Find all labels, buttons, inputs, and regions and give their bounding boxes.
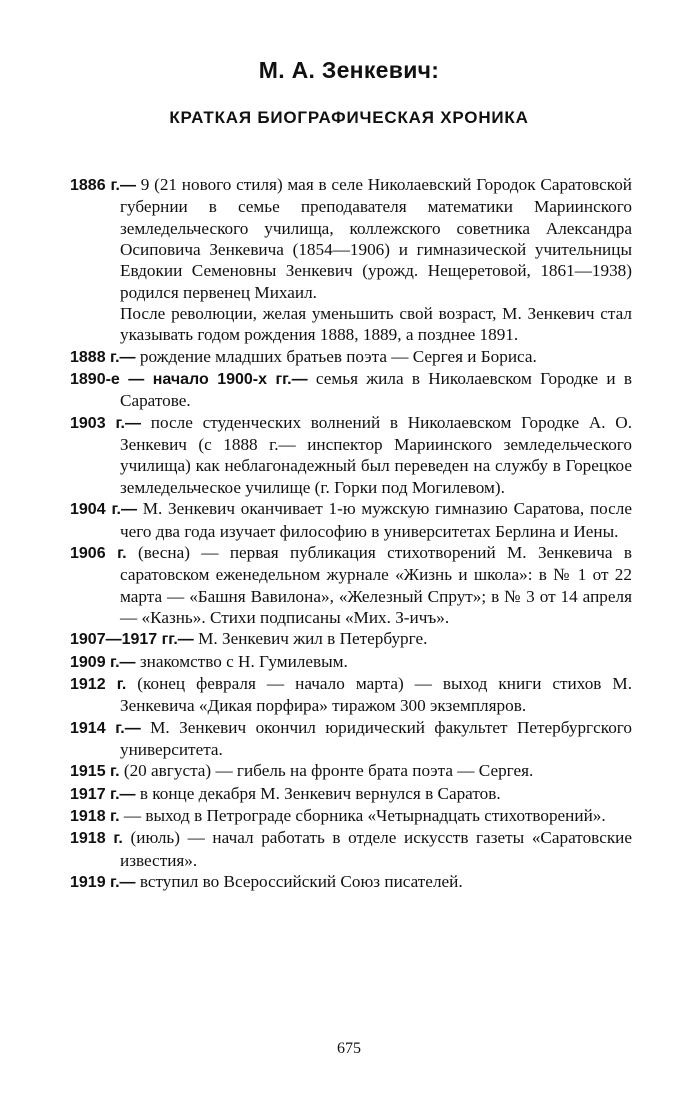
entry-year: 1909 г.— [70, 653, 136, 671]
chronicle-entry [70, 827, 632, 871]
chronicle-entry [70, 174, 632, 303]
entry-text: (июль) — начал работать в отделе искусств газеты «Саратовские известия». [120, 828, 633, 870]
page-subtitle: КРАТКАЯ БИОГРАФИЧЕСКАЯ ХРОНИКА [169, 108, 529, 127]
entry-text: рождение младших братьев поэта — Сергея и Бориса. [135, 346, 537, 366]
entry-year: 1890-е — начало 1900-х гг.— [70, 371, 308, 389]
chronicle-entry [70, 542, 632, 628]
entry-year: 1918 г. [70, 830, 123, 848]
page-number: 675 [337, 1040, 361, 1057]
entry-year: 1919 г.— [70, 874, 136, 891]
entry-year: 1886 г.— [70, 177, 137, 194]
entry-text: М. Зенкевич жил в Петербурге. [193, 629, 428, 649]
entry-year: 1888 г.— [70, 348, 136, 366]
chronicle-entry [70, 346, 632, 368]
entry-year: 1917 г.— [70, 785, 136, 803]
chronicle-entry [70, 783, 632, 805]
entry-text: после студенческих волнений в Николаевском Городке А. О. Зенкевич (с 1888 г.— инспектор Мариинского земледельческого училища) как неблагонадежный был переведен на службу в Горецкое земледельческое училище (г. Горки под Могилевом). [120, 412, 633, 497]
entry-text: вступил во Всероссийский Союз писателей. [135, 872, 463, 891]
entry-text: М. Зенкевич окончил юридический факультет Петербургского университета. [120, 717, 633, 759]
entry-text: — выход в Петрограде сборника «Четырнадцать стихотворений». [119, 805, 606, 825]
entry-text: (20 августа) — гибель на фронте брата поэта — Сергея. [119, 761, 534, 781]
chronicle-entry [70, 412, 632, 498]
chronicle-entry [70, 651, 632, 673]
chronicle-entry [70, 673, 632, 717]
chronicle-entry [70, 760, 632, 782]
entry-text: М. Зенкевич оканчивает 1-ю мужскую гимназию Саратова, после чего два года изучает философию в университетах Берлина и Иены. [120, 499, 632, 541]
entry-year: 1915 г. [70, 763, 120, 781]
chronicle-entry [70, 498, 632, 542]
chronicle-entry [70, 871, 632, 893]
entry-text: 9 (21 нового стиля) мая в селе Николаевский Городок Саратовской губернии в семье преподавателя математики Мариинского земледельческого училища, коллежского советника Александра Осиповича Зенкевича (1854—1906) и гимназической учительницы Евдокии Семеновны Зенкевич (урожд. Нещеретовой, 1861—1938) родился первенец Михаил. [120, 175, 633, 302]
entry-text: (весна) — первая публикация стихотворений М. Зенкевича в саратовском еженедельном журнале «Жизнь и школа»: в № 1 от 22 марта — «Башня Вавилона», «Железный Спрут»; в № 3 от 14 апреля — «Казнь». Стихи подписаны «Мих. З-ичъ». [120, 542, 632, 627]
entry-year: 1914 г.— [70, 719, 141, 737]
entry-text: знакомство с Н. Гумилевым. [135, 651, 348, 671]
chronicle-list [70, 174, 632, 893]
chronicle-entry [70, 628, 632, 650]
chronicle-note: После революции, желая уменьшить свой возраст, М. Зенкевич стал указывать годом рождения 1888, 1889, а позднее 1891. [120, 304, 632, 345]
page-title: М. А. Зенкевич: [258, 57, 440, 83]
chronicle-entry [70, 805, 632, 827]
entry-year: 1918 г. [70, 807, 120, 825]
entry-year: 1903 г.— [70, 414, 142, 432]
chronicle-entry [70, 717, 632, 761]
entry-year: 1904 г.— [70, 501, 137, 519]
chronicle-entry [70, 368, 632, 412]
entry-text: семья жила в Николаевском Городке и в Саратове. [120, 369, 633, 411]
entry-year: 1912 г. [70, 675, 127, 693]
entry-text: в конце декабря М. Зенкевич вернулся в Саратов. [135, 783, 501, 803]
entry-year: 1906 г. [70, 544, 127, 562]
entry-year: 1907—1917 гг.— [70, 631, 194, 649]
entry-text: (конец февраля — начало марта) — выход книги стихов М. Зенкевича «Дикая порфира» тиражом 300 экземпляров. [120, 673, 633, 716]
